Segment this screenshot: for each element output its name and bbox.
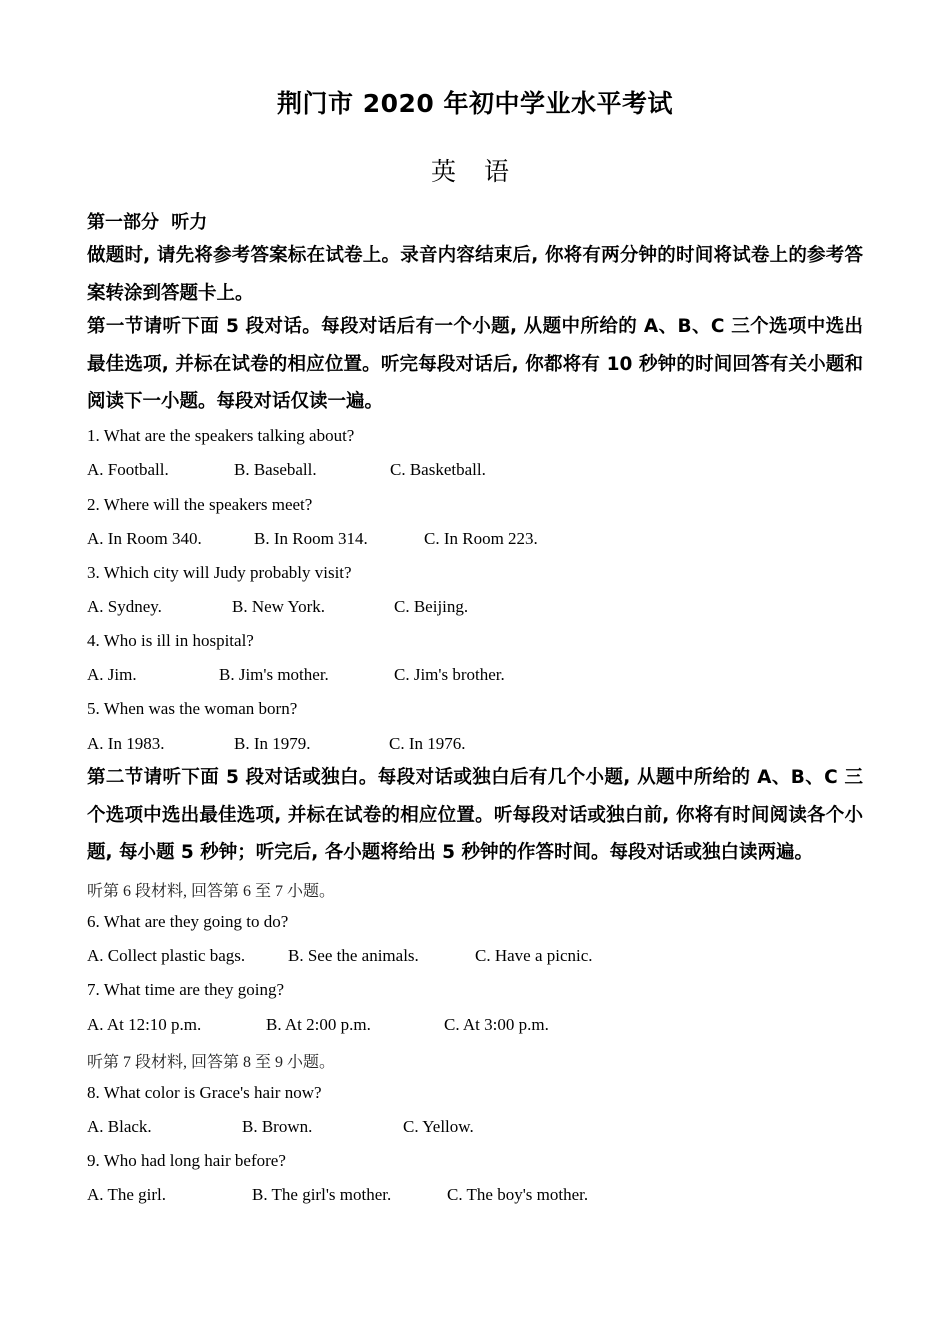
q6-option-b: B. See the animals. <box>288 946 419 965</box>
q7-option-c: C. At 3:00 p.m. <box>444 1015 549 1034</box>
q3-option-c: C. Beijing. <box>394 597 469 616</box>
q3-option-b: B. New York. <box>232 597 326 616</box>
question-2: 2. Where will the speakers meet? <box>87 495 313 514</box>
question-8: 8. What color is Grace's hair now? <box>87 1083 322 1102</box>
section1-instruction: 第一节请听下面 5 段对话。每段对话后有一个小题, 从题中所给的 A、B、C 三个选项中选出最佳选项, 并标在试卷的相应位置。听完每段对话后, 你都将有 10 秒钟的时间回答有关小题和阅读下一小题。每段对话仅读一遍。 <box>87 316 863 412</box>
q5-option-a: A. In 1983. <box>87 734 165 753</box>
q1-option-c: C. Basketball. <box>390 460 486 479</box>
material-note-6-7: 听第 6 段材料, 回答第 6 至 7 小题。 <box>87 883 336 900</box>
q5-option-b: B. In 1979. <box>234 734 311 753</box>
q4-option-a: A. Jim. <box>87 665 137 684</box>
question-4: 4. Who is ill in hospital? <box>87 631 254 650</box>
q6-option-a: A. Collect plastic bags. <box>87 946 246 965</box>
part-heading: 第一部分 听力 <box>87 212 208 233</box>
question-5: 5. When was the woman born? <box>87 699 298 718</box>
q4-option-b: B. Jim's mother. <box>219 665 329 684</box>
material-note-8-9: 听第 7 段材料, 回答第 8 至 9 小题。 <box>87 1054 336 1071</box>
question-7: 7. What time are they going? <box>87 980 285 999</box>
q2-option-a: A. In Room 340. <box>87 529 202 548</box>
q7-option-a: A. At 12:10 p.m. <box>87 1015 202 1034</box>
q6-option-c: C. Have a picnic. <box>475 946 593 965</box>
q9-option-a: A. The girl. <box>87 1185 167 1204</box>
q4-option-c: C. Jim's brother. <box>394 665 505 684</box>
q1-option-a: A. Football. <box>87 460 169 479</box>
q7-option-b: B. At 2:00 p.m. <box>266 1015 371 1034</box>
q9-option-b: B. The girl's mother. <box>252 1185 392 1204</box>
q8-option-a: A. Black. <box>87 1117 152 1136</box>
question-3: 3. Which city will Judy probably visit? <box>87 563 352 582</box>
q3-option-a: A. Sydney. <box>87 597 162 616</box>
question-6: 6. What are they going to do? <box>87 912 289 931</box>
q9-option-c: C. The boy's mother. <box>447 1185 589 1204</box>
q5-option-c: C. In 1976. <box>389 734 466 753</box>
exam-title: 荆门市 2020 年初中学业水平考试 <box>277 89 673 118</box>
q8-option-c: C. Yellow. <box>403 1117 474 1136</box>
q2-option-c: C. In Room 223. <box>424 529 538 548</box>
q1-option-b: B. Baseball. <box>234 460 317 479</box>
general-instruction: 做题时, 请先将参考答案标在试卷上。录音内容结束后, 你将有两分钟的时间将试卷上的参考答案转涂到答题卡上。 <box>87 245 863 304</box>
q8-option-b: B. Brown. <box>242 1117 313 1136</box>
question-9: 9. Who had long hair before? <box>87 1151 286 1170</box>
subject-title: 英 语 <box>431 157 519 186</box>
q2-option-b: B. In Room 314. <box>254 529 368 548</box>
question-1: 1. What are the speakers talking about? <box>87 426 355 445</box>
section2-instruction: 第二节请听下面 5 段对话或独白。每段对话或独白后有几个小题, 从题中所给的 A、B、C 三个选项中选出最佳选项, 并标在试卷的相应位置。听每段对话或独白前, 你将有时间阅读各个小题, 每小题 5 秒钟；听完后, 各小题将给出 5 秒钟的作答时间。每段对话或独白读两遍。 <box>87 767 863 863</box>
